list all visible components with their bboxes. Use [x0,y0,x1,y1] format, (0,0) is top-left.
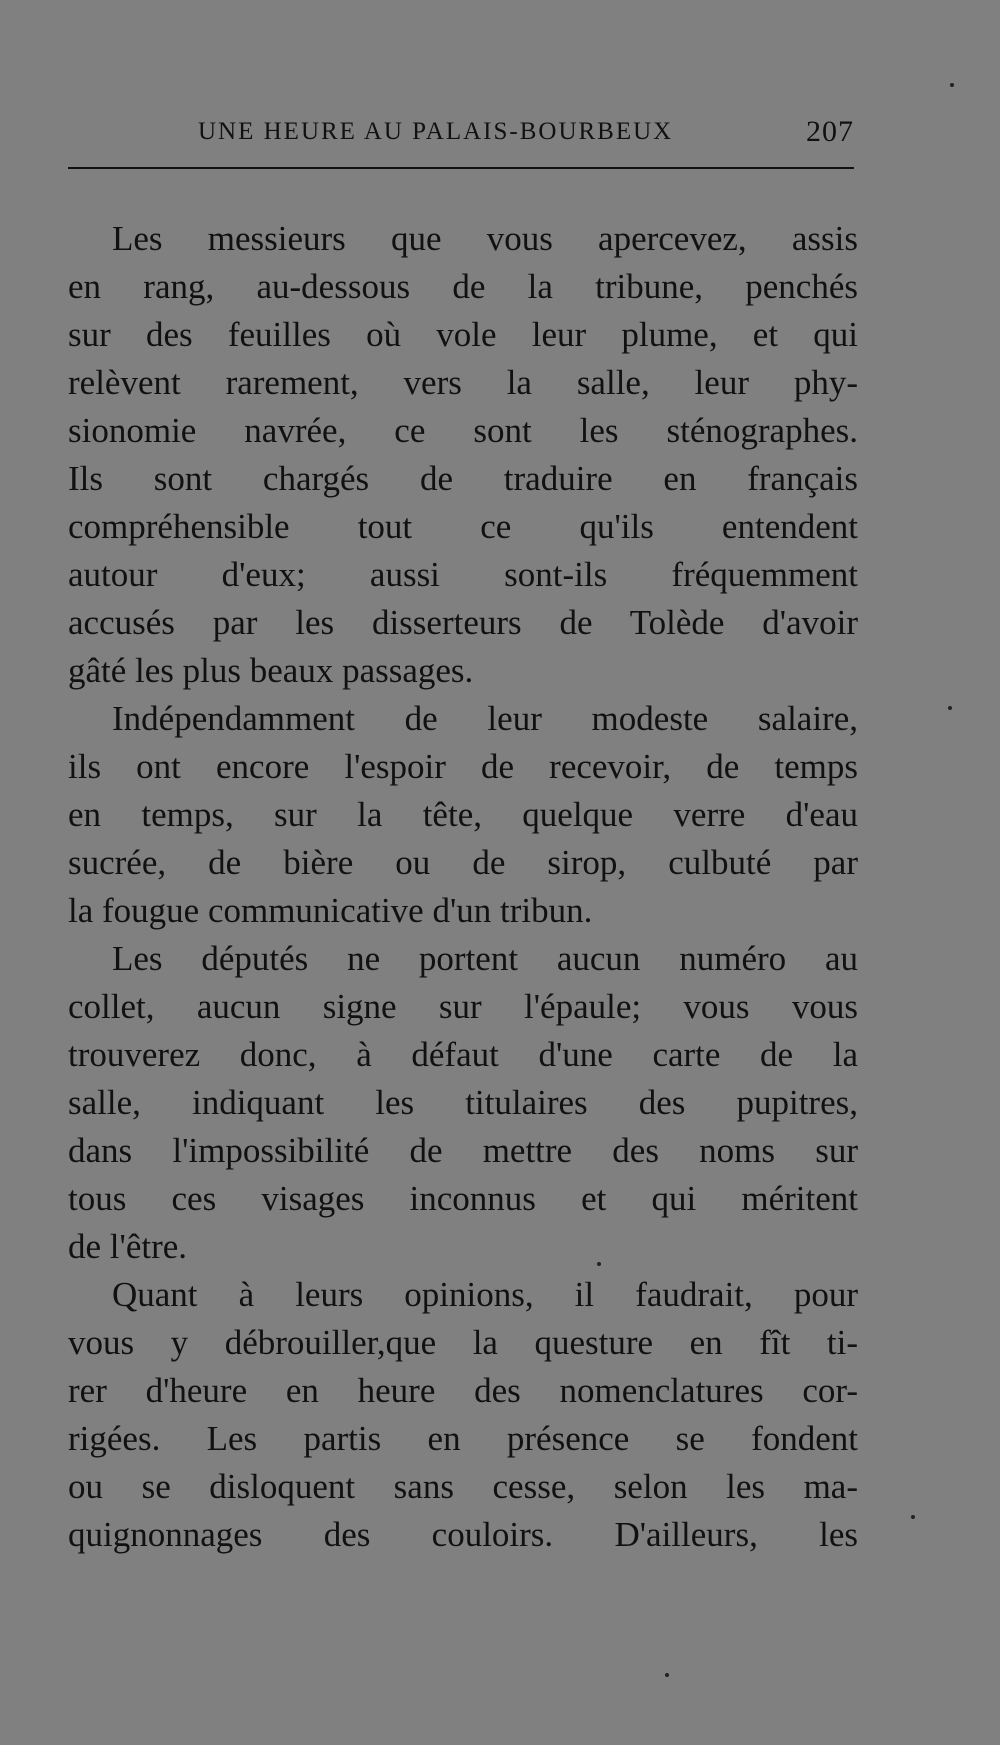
paragraph-stenographers [68,215,858,695]
text-line: relèvent rarement, vers la salle, leur phy- [68,363,858,402]
text-line: gâté les plus beaux passages. [68,651,474,690]
print-speck [948,706,952,710]
text-line: tous ces visages inconnus et qui méritent [68,1179,858,1218]
running-title: UNE HEURE AU PALAIS-BOURBEUX [198,118,674,145]
print-speck [665,1673,669,1677]
text-line: rigées. Les partis en présence se fondent [68,1419,858,1458]
paragraph-opinions [68,1271,858,1559]
text-line: quignonnages des couloirs. D'ailleurs, les [68,1515,858,1554]
print-speck [950,83,954,87]
text-line: ou se disloquent sans cesse, selon les ma- [68,1467,858,1506]
header-rule [68,167,854,169]
text-line: sionomie navrée, ce sont les sténographes. [68,411,858,450]
text-line: en rang, au-dessous de la tribune, penchés [68,267,858,306]
text-line: rer d'heure en heure des nomenclatures cor- [68,1371,858,1410]
text-line: ils ont encore l'espoir de recevoir, de temps [68,747,858,786]
text-line: salle, indiquant les titulaires des pupitres, [68,1083,858,1122]
text-line: sur des feuilles où vole leur plume, et qui [68,315,858,354]
text-line: sucrée, de bière ou de sirop, culbuté par [68,843,858,882]
running-header [68,115,854,158]
print-speck [911,1515,915,1519]
text-line: autour d'eux; aussi sont-ils fréquemment [68,555,858,594]
page-number: 207 [806,115,854,148]
text-line: Quant à leurs opinions, il faudrait, pour [112,1275,858,1314]
text-line: dans l'impossibilité de mettre des noms sur [68,1131,858,1170]
text-line: compréhensible tout ce qu'ils entendent [68,507,858,546]
paragraph-deputies [68,935,858,1271]
text-line: la fougue communicative d'un tribun. [68,891,593,930]
text-line: collet, aucun signe sur l'épaule; vous vous [68,987,858,1026]
text-line: accusés par les disserteurs de Tolède d'avoir [68,603,858,642]
text-line: en temps, sur la tête, quelque verre d'eau [68,795,858,834]
text-line: trouverez donc, à défaut d'une carte de la [68,1035,858,1074]
text-line: vous y débrouiller,que la questure en fît ti- [68,1323,858,1362]
body-text [68,215,858,1559]
text-line: Les messieurs que vous apercevez, assis [112,219,858,258]
paragraph-salary [68,695,858,935]
print-speck [597,1262,601,1266]
text-line: Indépendamment de leur modeste salaire, [112,699,858,738]
text-line: Les députés ne portent aucun numéro au [112,939,858,978]
text-line: Ils sont chargés de traduire en français [68,459,858,498]
text-line: de l'être. [68,1227,188,1266]
